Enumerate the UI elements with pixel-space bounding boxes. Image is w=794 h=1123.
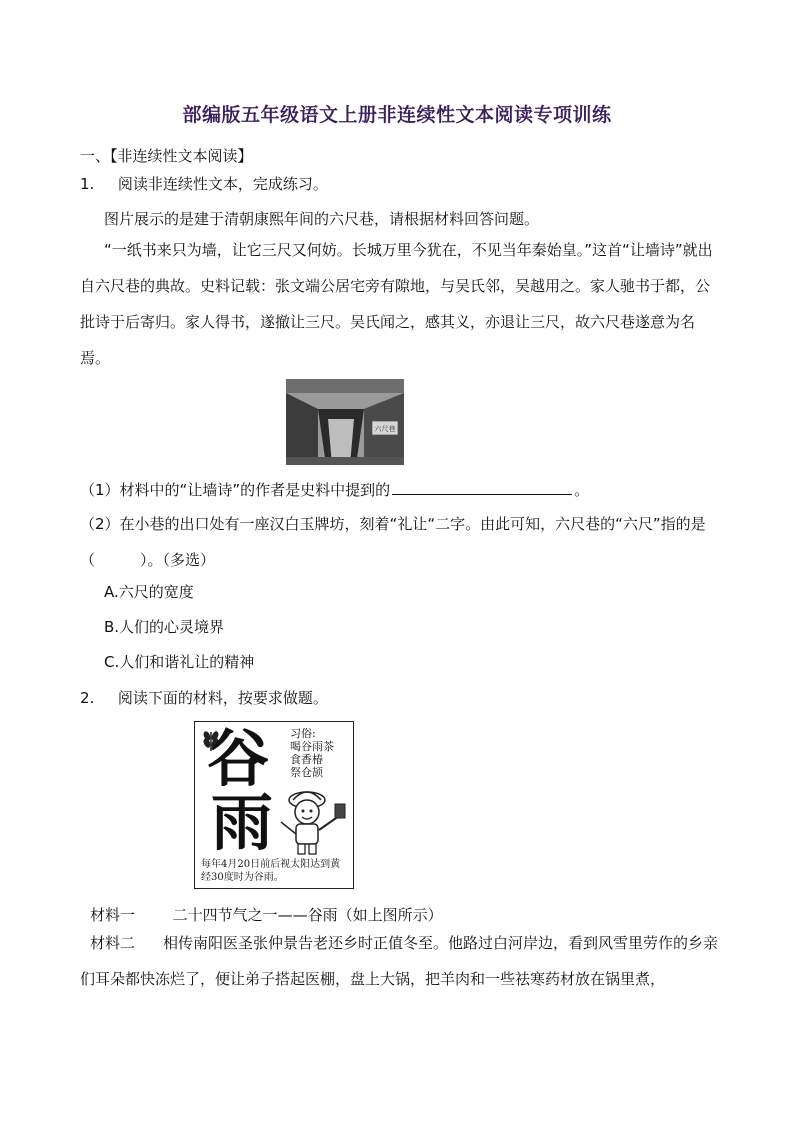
answer-blank[interactable] [392,480,572,495]
custom-item: 食香椿 [290,753,323,766]
sub-question-2: （2）在小巷的出口处有一座汉白玉牌坊，刻着“礼让“二字。由此可知，六尺巷的“六尺”指的是（ ）。（多选） [80,515,706,569]
sub-question-1-prefix: （1）材料中的“让墙诗”的作者是史料中提到的 [80,481,391,499]
poster-char-yu: 雨 [211,786,274,859]
section-heading: 一、【非连续性文本阅读】 [80,147,253,165]
question-1-intro: 图片展示的是建于清朝康熙年间的六尺巷，请根据材料回答问题。 [104,210,540,228]
poster-char-gu: 谷 [207,722,270,795]
question-1-instruction: 阅读非连续性文本，完成练习。 [117,175,328,193]
liuchi-alley-photo [286,379,404,465]
material-1 [90,905,443,925]
sub-question-1-suffix: 。 [574,481,590,499]
question-1-number: 1. [80,175,95,193]
customs-title: 习俗: [290,727,316,740]
guyu-poster [194,721,354,889]
material-1-text: 二十四节气之一——谷雨（如上图所示） [172,906,443,924]
custom-item: 喝谷雨茶 [290,740,334,753]
material-1-label: 材料一 [90,906,136,924]
option-a: A.六尺的宽度 [104,583,194,601]
question-2-number: 2. [80,689,95,707]
option-c: C.人们和谐礼让的精神 [104,653,255,671]
alley-photo-graphic [286,379,404,465]
question-1-passage: “一纸书来只为墙，让它三尺又何妨。长城万里今犹在，不见当年秦始皇。”这首“让墙诗”就出自六尺巷的典故。史料记载：张文端公居宅旁有隙地，与吴氏邻，吴越用之。家人驰书于都，公批诗于后寄归。家人得书，遂撤让三尺。吴氏闻之，感其义，亦退让三尺，故六尺巷遂意为名焉。 [80,241,713,367]
option-b: B.人们的心灵境界 [104,618,225,636]
farmer-cartoon-icon [279,786,349,858]
question-2-header [80,688,328,708]
material-2-label: 材料二 [90,934,136,952]
custom-item: 祭仓颉 [290,766,323,779]
material-2 [80,925,720,997]
sub-question-1 [80,480,589,500]
alley-sign-text: 六尺巷 [374,425,396,433]
page-title: 部编版五年级语文上册非连续性文本阅读专项训练 [182,104,612,126]
poster-caption: 每年4月20日前后视太阳达到黄经30度时为谷雨。 [201,859,341,883]
question-2-instruction: 阅读下面的材料，按要求做题。 [117,689,328,707]
question-1-header [80,174,328,194]
material-2-text: 相传南阳医圣张仲景告老还乡时正值冬至。他路过白河岸边，看到风雪里劳作的乡亲们耳朵都快冻烂了，便让弟子搭起医棚，盘上大锅，把羊肉和一些祛寒药材放在锅里煮， [80,934,719,988]
